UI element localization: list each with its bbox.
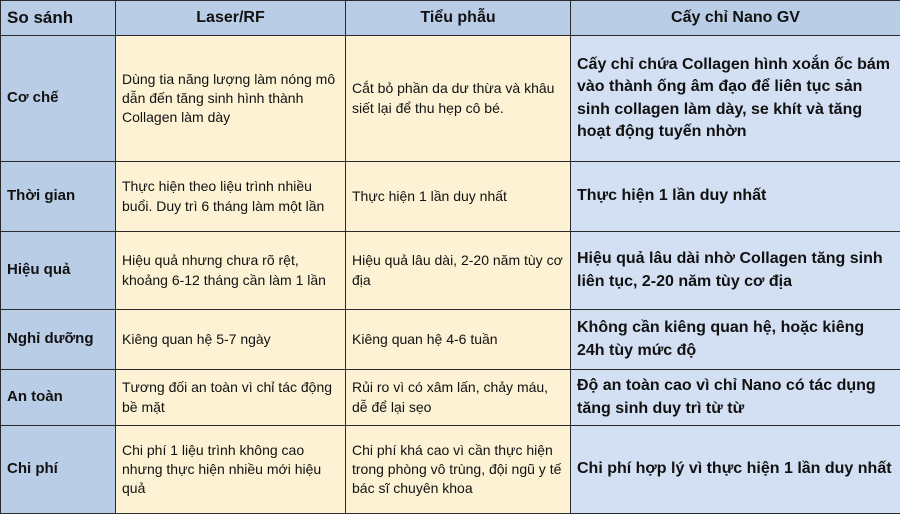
cell-laser: Thực hiện theo liệu trình nhiều buổi. Duy trì 6 tháng làm một lần [116,162,346,232]
header-compare: So sánh [1,1,116,36]
row-label-mechanism: Cơ chế [1,36,116,162]
cell-surgery: Hiệu quả lâu dài, 2-20 năm tùy cơ địa [346,232,571,310]
header-row [1,1,900,36]
cell-surgery: Chi phí khá cao vì cần thực hiện trong phòng vô trùng, đội ngũ y tế bác sĩ chuyên khoa [346,426,571,514]
header-nano-gv: Cấy chỉ Nano GV [571,1,900,36]
cell-laser: Dùng tia năng lượng làm nóng mô dẫn đến tăng sinh hình thành Collagen làm dày [116,36,346,162]
cell-nano: Chi phí hợp lý vì thực hiện 1 lần duy nhất [571,426,900,514]
table-row [1,162,900,232]
row-label-recovery: Nghỉ dưỡng [1,310,116,370]
cell-surgery: Cắt bỏ phần da dư thừa và khâu siết lại để thu hẹp cô bé. [346,36,571,162]
table-row [1,310,900,370]
cell-laser: Kiêng quan hệ 5-7 ngày [116,310,346,370]
cell-nano: Không cần kiêng quan hệ, hoặc kiêng 24h tùy mức độ [571,310,900,370]
row-label-safety: An toàn [1,370,116,426]
cell-laser: Hiệu quả nhưng chưa rõ rệt, khoảng 6-12 tháng cần làm 1 lần [116,232,346,310]
cell-surgery: Kiêng quan hệ 4-6 tuần [346,310,571,370]
cell-surgery: Thực hiện 1 lần duy nhất [346,162,571,232]
cell-nano: Thực hiện 1 lần duy nhất [571,162,900,232]
cell-laser: Tương đối an toàn vì chỉ tác động bề mặt [116,370,346,426]
header-surgery: Tiểu phẫu [346,1,571,36]
row-label-cost: Chi phí [1,426,116,514]
cell-nano: Độ an toàn cao vì chỉ Nano có tác dụng tăng sinh duy trì từ từ [571,370,900,426]
table-row [1,232,900,310]
row-label-effectiveness: Hiệu quả [1,232,116,310]
header-laser-rf: Laser/RF [116,1,346,36]
cell-nano: Hiệu quả lâu dài nhờ Collagen tăng sinh liên tục, 2-20 năm tùy cơ địa [571,232,900,310]
cell-surgery: Rủi ro vì có xâm lấn, chảy máu, dễ để lại sẹo [346,370,571,426]
cell-laser: Chi phí 1 liệu trình không cao nhưng thực hiện nhiều mới hiệu quả [116,426,346,514]
table-row [1,36,900,162]
row-label-time: Thời gian [1,162,116,232]
table-row [1,370,900,426]
table-row [1,426,900,514]
cell-nano: Cấy chỉ chứa Collagen hình xoắn ốc bám vào thành ống âm đạo để liên tục sản sinh collagen làm dày, se khít và tăng hoạt động tuyến nhờn [571,36,900,162]
